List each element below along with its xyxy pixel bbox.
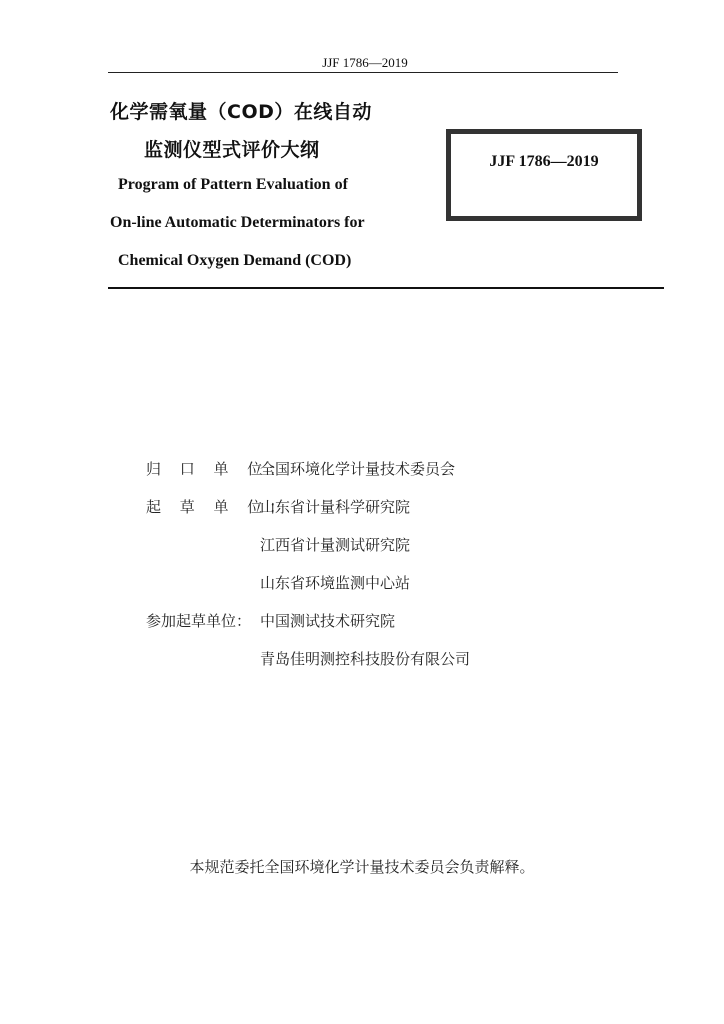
title-en-line3: Chemical Oxygen Demand (COD) (118, 252, 352, 269)
title-zh-line2: 监测仪型式评价大纲 (144, 139, 320, 161)
participating-unit-1: 中国测试技术研究院 (260, 612, 396, 630)
interpretation-note: 本规范委托全国环境化学计量技术委员会负责解释。 (189, 858, 535, 876)
participating-unit-label: 参加起草单位： (146, 612, 252, 630)
participating-unit-2: 青岛佳明测控科技股份有限公司 (260, 650, 471, 668)
drafting-unit-2: 江西省计量测试研究院 (260, 536, 411, 554)
drafting-unit-1: 山东省计量科学研究院 (260, 498, 411, 516)
header-divider (108, 72, 618, 73)
standard-code-box-text: JJF 1786—2019 (489, 153, 599, 170)
title-en-line1: Program of Pattern Evaluation of (118, 176, 348, 193)
responsible-unit-value: 全国环境化学计量技术委员会 (260, 460, 456, 478)
title-en-line2: On-line Automatic Determinators for (110, 214, 365, 231)
title-rule (108, 287, 664, 289)
drafting-unit-label: 起 草 单 位： (146, 498, 292, 516)
drafting-unit-3: 山东省环境监测中心站 (260, 574, 411, 592)
header-standard-code: JJF 1786—2019 (322, 55, 408, 70)
standard-code-box (446, 129, 642, 221)
responsible-unit-label: 归 口 单 位： (146, 460, 292, 478)
title-zh-line1: 化学需氧量（COD）在线自动 (110, 101, 372, 123)
